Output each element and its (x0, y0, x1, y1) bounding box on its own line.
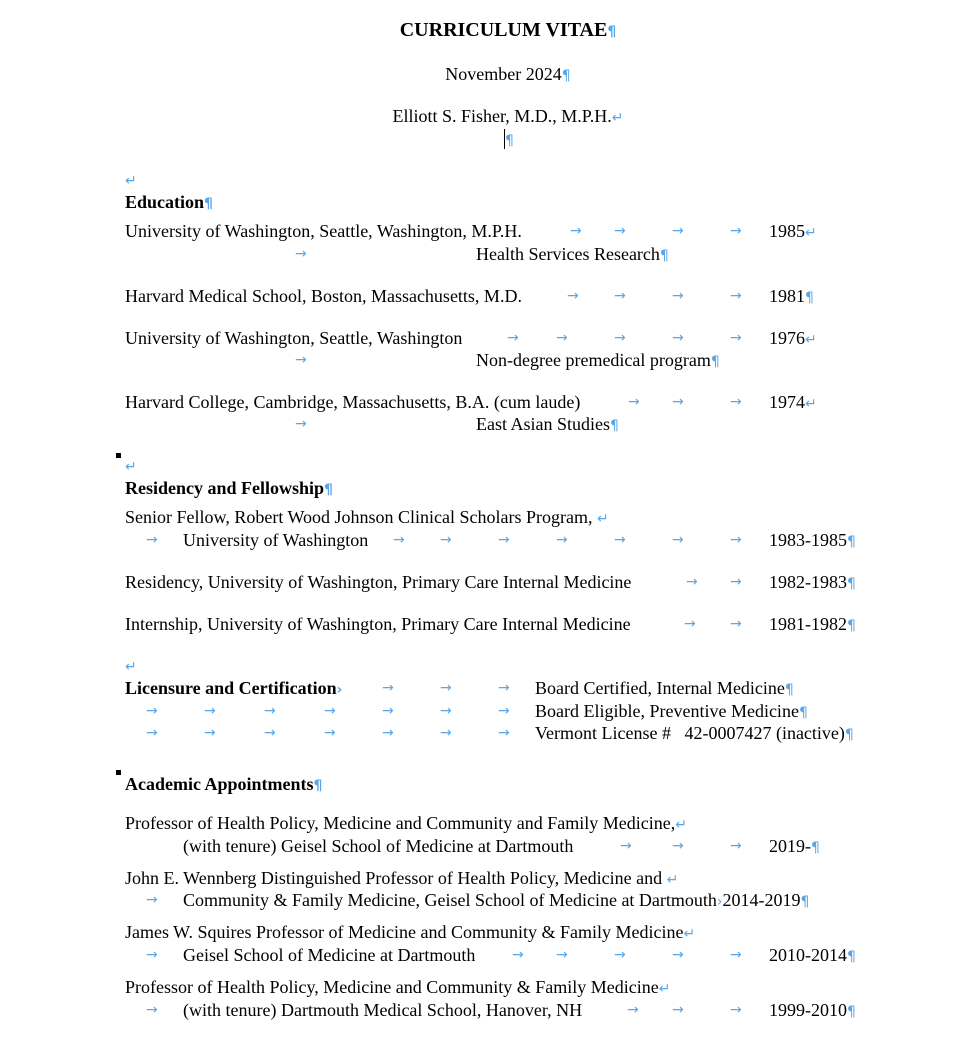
tab-mark: → (440, 680, 452, 696)
tab-mark: → (730, 574, 742, 590)
appointment-2-year: 2014-2019 (722, 890, 801, 910)
tab-mark: → (570, 223, 582, 239)
tab-mark: → (440, 532, 452, 548)
appointment-4-line1: Professor of Health Policy, Medicine and Community & Family Medicine (125, 977, 659, 997)
tab-mark: → (730, 947, 742, 963)
pilcrow-mark: ¶ (313, 778, 323, 794)
tab-mark: → (672, 947, 684, 963)
tab-mark: → (556, 330, 568, 346)
tab-mark: → (498, 703, 510, 719)
tab-mark: → (204, 703, 216, 719)
empty-paragraph[interactable] (504, 128, 514, 152)
linebreak-mark: ↵ (125, 659, 137, 675)
tab-mark: → (264, 703, 276, 719)
tab-mark: → (614, 288, 626, 304)
tab-mark: → (498, 725, 510, 741)
residency-item-2-year: 1982-1983 (769, 572, 847, 592)
appointments-heading-line (125, 773, 322, 797)
tab-mark: → (730, 330, 742, 346)
tab-mark: → (730, 532, 742, 548)
pilcrow-mark: ¶ (204, 196, 213, 212)
appointment-3-year: 2010-2014 (769, 945, 847, 965)
tab-mark: → (146, 1002, 158, 1018)
education-item-4-sub: East Asian Studies (476, 414, 610, 434)
cv-title: CURRICULUM VITAE (399, 19, 608, 41)
pilcrow-mark: ¶ (659, 248, 669, 264)
tab-mark: → (672, 1002, 684, 1018)
tab-mark: → (684, 616, 696, 632)
appointment-2-line2: Community & Family Medicine, Geisel School of Medicine at Dartmouth (183, 890, 717, 910)
tab-short-mark: › (716, 894, 723, 910)
tab-mark: → (440, 725, 452, 741)
education-item-3-year-line (769, 327, 817, 351)
pilcrow-mark: ¶ (505, 133, 514, 149)
tab-mark: → (324, 725, 336, 741)
education-item-3-text: University of Washington, Seattle, Washington (125, 328, 463, 348)
linebreak-mark: ↵ (125, 459, 137, 475)
tab-mark: → (614, 223, 626, 239)
tab-mark: → (686, 574, 698, 590)
tab-mark: → (146, 947, 158, 963)
education-item-4-sub-line (476, 413, 619, 437)
linebreak-mark: ↵ (805, 396, 817, 412)
education-item-3-sub: Non-degree premedical program (476, 350, 711, 370)
education-heading-line (125, 191, 213, 215)
licensure-item-2: Board Eligible, Preventive Medicine (535, 701, 799, 721)
linebreak-mark: ↵ (805, 332, 817, 348)
tab-mark: → (295, 416, 307, 432)
pilcrow-mark: ¶ (847, 534, 856, 550)
education-item-2-text: Harvard Medical School, Boston, Massachusetts, M.D. (125, 286, 522, 306)
tab-mark: → (567, 288, 579, 304)
pilcrow-mark: ¶ (800, 894, 810, 910)
pilcrow-mark: ¶ (324, 482, 333, 498)
appointment-3-line1-wrap (125, 921, 695, 945)
cv-name: Elliott S. Fisher, M.D., M.P.H. (392, 106, 612, 126)
tab-mark: → (498, 532, 510, 548)
appointment-1-line1: Professor of Health Policy, Medicine and Community and Family Medicine, (125, 813, 676, 833)
pilcrow-mark: ¶ (561, 68, 571, 84)
education-item-1-sub: Health Services Research (476, 244, 660, 264)
tab-mark: → (382, 703, 394, 719)
licensure-item-1: Board Certified, Internal Medicine (535, 678, 785, 698)
education-item-3-sub-line (476, 349, 720, 373)
linebreak-mark: ↵ (611, 110, 624, 126)
appointment-1-year: 2019- (769, 836, 811, 856)
appointment-3-line1: James W. Squires Professor of Medicine and Community & Family Medicine (125, 922, 684, 942)
residency-item-1-line2: University of Washington (183, 530, 369, 550)
education-item-4-year-line (769, 391, 817, 415)
cv-name-line (0, 105, 959, 129)
linebreak-mark: ↵ (683, 926, 696, 942)
pilcrow-mark: ¶ (710, 354, 720, 370)
pilcrow-mark: ¶ (784, 682, 794, 698)
tab-mark: → (730, 838, 742, 854)
tab-mark: → (672, 223, 684, 239)
tab-mark: → (393, 532, 405, 548)
residency-item-2-text: Residency, University of Washington, Primary Care Internal Medicine (125, 572, 632, 592)
tab-mark: → (556, 947, 568, 963)
tab-mark: → (204, 725, 216, 741)
appointment-1-line1-wrap (125, 812, 687, 836)
tab-mark: → (730, 1002, 742, 1018)
residency-item-1-line1-wrap (125, 506, 609, 530)
education-item-2-year-line (769, 285, 814, 309)
appointment-2-line1: John E. Wennberg Distinguished Professor of Health Policy, Medicine and (125, 868, 663, 888)
appointment-3-line2: Geisel School of Medicine at Dartmouth (183, 945, 476, 965)
tab-mark: → (730, 616, 742, 632)
appointment-4-year-line (769, 999, 856, 1023)
appointment-2-line1-wrap (125, 867, 678, 891)
licensure-item-3: Vermont License # 42-0007427 (inactive) (535, 723, 845, 743)
pilcrow-mark: ¶ (847, 1004, 856, 1020)
education-item-1-sub-line (476, 243, 669, 267)
tab-mark: → (146, 703, 158, 719)
linebreak-mark: ↵ (805, 225, 817, 241)
tab-mark: → (382, 725, 394, 741)
tab-mark: → (672, 838, 684, 854)
residency-item-2-year-line (769, 571, 856, 595)
education-item-4-text: Harvard College, Cambridge, Massachusetts, B.A. (cum laude) (125, 392, 581, 412)
tab-mark: → (382, 680, 394, 696)
tab-mark: → (672, 288, 684, 304)
tab-mark: → (628, 394, 640, 410)
tab-mark: → (620, 838, 632, 854)
tab-mark: → (614, 532, 626, 548)
pilcrow-mark: ¶ (798, 705, 808, 721)
education-item-3-year: 1976 (769, 328, 805, 348)
tab-mark: → (672, 394, 684, 410)
cv-title-line (0, 19, 959, 43)
cv-date-line (0, 63, 959, 87)
tab-mark: → (295, 352, 307, 368)
tab-mark: → (146, 532, 158, 548)
residency-item-1-year-line (769, 529, 856, 553)
residency-heading: Residency and Fellowship (125, 478, 325, 498)
tab-mark: → (146, 725, 158, 741)
licensure-item-1-line (535, 677, 794, 701)
tab-mark: → (614, 330, 626, 346)
residency-item-3-year: 1981-1982 (769, 614, 847, 634)
licensure-item-2-line (535, 700, 808, 724)
residency-heading-line (125, 477, 333, 501)
tab-mark: → (730, 223, 742, 239)
tab-mark: → (672, 532, 684, 548)
tab-short-mark: › (336, 682, 343, 698)
cv-date: November 2024 (445, 64, 562, 84)
education-item-4-year: 1974 (769, 392, 805, 412)
appointment-2-line2-wrap (183, 889, 809, 913)
tab-mark: → (730, 288, 742, 304)
tab-mark: → (324, 703, 336, 719)
paragraph-anchor-marker (116, 770, 121, 775)
linebreak-mark: ↵ (658, 981, 671, 997)
residency-item-3-year-line (769, 613, 856, 637)
linebreak-mark: ↵ (675, 817, 687, 833)
education-item-1-text: University of Washington, Seattle, Washington, M.P.H. (125, 221, 522, 241)
appointment-4-year: 1999-2010 (769, 1000, 847, 1020)
pilcrow-mark: ¶ (847, 949, 856, 965)
licensure-item-3-line (535, 722, 854, 746)
tab-mark: → (295, 246, 307, 262)
appointment-4-line1-wrap (125, 976, 671, 1000)
tab-mark: → (556, 532, 568, 548)
pilcrow-mark: ¶ (847, 576, 856, 592)
pilcrow-mark: ¶ (844, 727, 854, 743)
residency-item-1-year: 1983-1985 (769, 530, 847, 550)
education-item-2-year: 1981 (769, 286, 805, 306)
appointments-heading: Academic Appointments (125, 774, 314, 794)
tab-mark: → (498, 680, 510, 696)
tab-mark: → (264, 725, 276, 741)
education-item-1-year: 1985 (769, 221, 805, 241)
pilcrow-mark: ¶ (610, 418, 619, 434)
tab-mark: → (440, 703, 452, 719)
linebreak-mark: ↵ (597, 511, 609, 527)
pilcrow-mark: ¶ (805, 290, 814, 306)
licensure-heading-line (125, 677, 342, 701)
linebreak-mark: ↵ (125, 173, 137, 189)
pilcrow-mark: ¶ (607, 24, 617, 40)
licensure-heading: Licensure and Certification (125, 678, 337, 698)
tab-mark: → (672, 330, 684, 346)
appointment-4-line2: (with tenure) Dartmouth Medical School, Hanover, NH (183, 1000, 583, 1020)
paragraph-anchor-marker (116, 453, 121, 458)
appointment-1-line2: (with tenure) Geisel School of Medicine at Dartmouth (183, 836, 574, 856)
tab-mark: → (507, 330, 519, 346)
tab-mark: → (512, 947, 524, 963)
appointment-3-year-line (769, 944, 856, 968)
residency-item-1-line1: Senior Fellow, Robert Wood Johnson Clinical Scholars Program, (125, 507, 593, 527)
residency-item-3-text: Internship, University of Washington, Primary Care Internal Medicine (125, 614, 631, 634)
pilcrow-mark: ¶ (811, 840, 820, 856)
tab-mark: → (614, 947, 626, 963)
pilcrow-mark: ¶ (847, 618, 856, 634)
education-item-1-year-line (769, 220, 817, 244)
tab-mark: → (627, 1002, 639, 1018)
linebreak-mark: ↵ (666, 872, 679, 888)
appointment-1-year-line (769, 835, 820, 859)
education-heading: Education (125, 192, 205, 212)
tab-mark: → (730, 394, 742, 410)
tab-mark: → (146, 892, 158, 908)
